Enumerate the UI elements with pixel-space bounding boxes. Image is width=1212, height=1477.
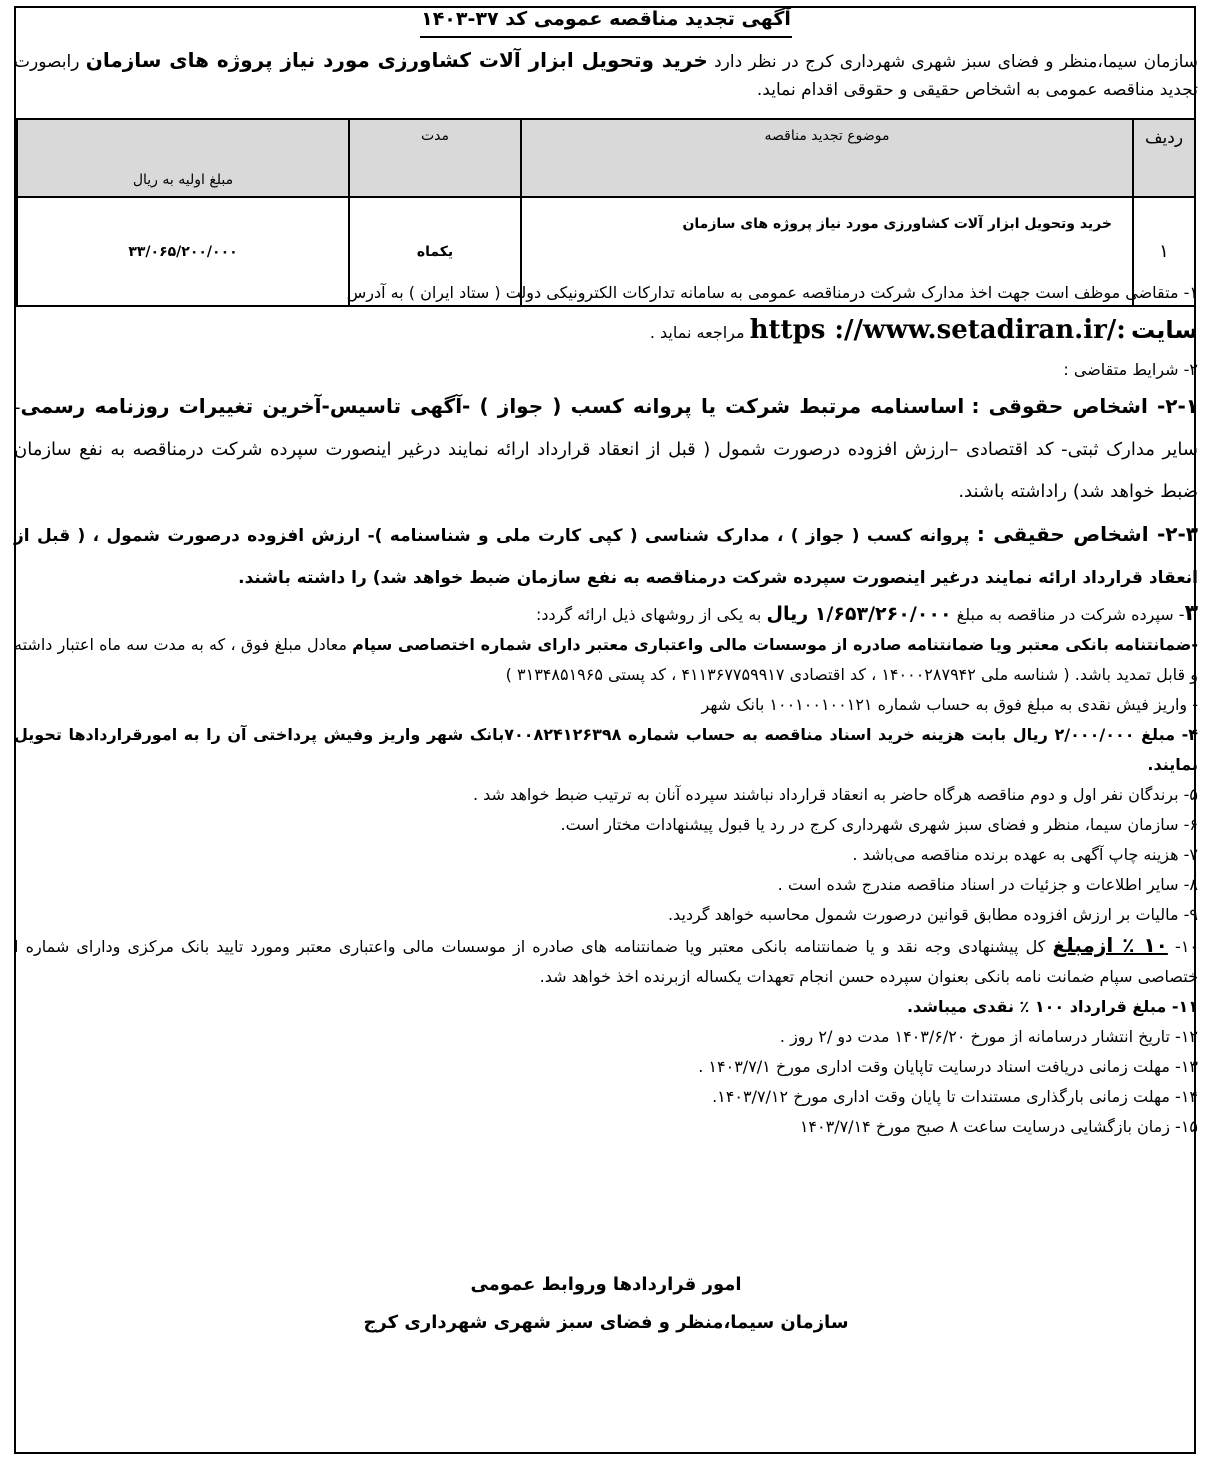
header-amount: مبلغ اولیه به ریال <box>17 119 349 197</box>
footer-organization: سازمان سیما،منظر و فضای سبز شهری شهرداری کرج <box>363 1312 849 1333</box>
item-2-1-label: ۲-۱- اشخاص حقوقی : <box>971 394 1198 418</box>
footer-department: امور قراردادها وروابط عمومی <box>470 1274 742 1295</box>
intro-pre: سازمان سیما،منظر و فضای سبز شهری شهرداری کرج در نظر دارد <box>714 52 1198 72</box>
title-underline <box>420 36 792 38</box>
item-3-cash: - واریز فیش نقدی به مبلغ فوق به حساب شماره ۱۰۰۱۰۰۱۰۰۱۲۱ بانک شهر <box>701 695 1198 714</box>
intro-post: رابصورت تجدید مناقصه عمومی به اشخاص حقیقی و حقوقی اقدام نماید. <box>14 52 1198 100</box>
item-3: ۳- سپرده شرکت در مناقصه به مبلغ ۱/۶۵۳/۲۶۰/۰۰۰ ریال به یکی از روشهای ذیل ارائه گردد: <box>535 601 1198 626</box>
item-2-1-bold: اساسنامه مرتبط شرکت یا پروانه کسب ( جواز ) -آگهی تاسیس-آخرین تغییرات روزنامه رسمی <box>20 394 965 418</box>
item-12: ۱۲- تاریخ انتشار درسامانه از مورخ ۱۴۰۳/۶/۲۰ مدت دو /۲ روز . <box>779 1027 1198 1046</box>
item-2-3 <box>14 513 1198 599</box>
deposit-amount: ۱/۶۵۳/۲۶۰/۰۰۰ ریال <box>766 603 952 625</box>
table-header-row <box>17 119 1195 197</box>
item-8: ۸- سایر اطلاعات و جزئیات در اسناد مناقصه مندرج شده است . <box>777 875 1198 894</box>
cell-amount: ۳۳/۰۶۵/۲۰۰/۰۰۰ <box>17 197 349 306</box>
header-duration: مدت <box>349 119 521 197</box>
header-subject: موضوع تجدید مناقصه <box>521 119 1133 197</box>
item-10: ۱۰- ۱۰ ٪ ازمبلغ کل پیشنهادی وجه نقد و یا ضمانتنامه بانکی معتبر ویا ضمانتنامه های صادره از موسسات مالی واعتباری معتبر ومورد تایید بانک مرکزی ودارای شماره ا ختصاصی سپام ضمانت نامه بانکی بعنوان سپرده حسن انجام تعهدات یکساله ازبرنده اخذ خواهد شد. <box>14 933 1198 986</box>
header-row-number: ردیف <box>1133 119 1195 197</box>
item-1-end: مراجعه نماید . <box>649 323 745 342</box>
notice-body <box>14 278 1198 1142</box>
item-7: ۷- هزینه چاپ آگهی به عهده برنده مناقصه می‌باشد . <box>852 845 1198 864</box>
item-13: ۱۳- مهلت زمانی دریافت اسناد درسایت تاپایان وقت اداری مورخ ۱۴۰۳/۷/۱ . <box>698 1057 1198 1076</box>
item-9: ۹- مالیات بر ارزش افزوده مطابق قوانین درصورت شمول محاسبه خواهد گردید. <box>667 905 1198 924</box>
intro-bold: خرید وتحویل ابزار آلات کشاورزی مورد نیاز پروژه های سازمان <box>85 48 708 72</box>
footer-signature <box>0 1266 1212 1342</box>
item-1-site <box>14 308 1198 355</box>
item-15: ۱۵- زمان بازگشایی درسایت ساعت ۸ صبح مورخ ۱۴۰۳/۷/۱۴ <box>799 1117 1198 1136</box>
site-label: سایت <box>1130 316 1198 344</box>
item-2-3-rest: پروانه کسب ( جواز ) ، مدارک شناسی ( کپی کارت ملی و شناسنامه )- ارزش افزوده درصورت شمول ، ( قبل از انعقاد قرارداد ارائه نمایند درغیر اینصورت سپرده شرکت درمناقصه به نفع سازمان ضبط خواهد شد) را داشته باشند. <box>14 526 1198 588</box>
notice-title: آگهی تجدید مناقصه عمومی کد ۳۷-۱۴۰۳ <box>421 8 791 30</box>
item-1: ۱- متقاضی موظف است جهت اخذ مدارک شرکت درمناقصه عمومی به سامانه تدارکات الکترونیکی دولت ( ستاد ایران ) به آدرس <box>346 283 1198 302</box>
item-11: ۱۱- مبلغ قرارداد ۱۰۰ ٪ نقدی میباشد. <box>906 997 1198 1016</box>
cell-duration: یکماه <box>349 197 521 306</box>
item-2-3-label: ۲-۳- اشخاص حقیقی : <box>976 522 1198 546</box>
item-5: ۵- برندگان نفر اول و دوم مناقصه هرگاه حاضر به انعقاد قرارداد نباشند سپرده آنان به ترتیب ضبط خواهد شد . <box>472 785 1198 804</box>
item-14: ۱۴- مهلت زمانی بارگذاری مستندات تا پایان وقت اداری مورخ ۱۴۰۳/۷/۱۲. <box>712 1087 1198 1106</box>
cell-row-number: ۱ <box>1133 197 1195 306</box>
item-6: ۶- سازمان سیما، منظر و فضای سبز شهری شهرداری کرج در رد یا قبول پیشنهادات مختار است. <box>560 815 1198 834</box>
item-4: ۴- مبلغ ۲/۰۰۰/۰۰۰ ریال بابت هزینه خرید اسناد مناقصه به حساب شماره ۷۰۰۸۲۴۱۲۶۳۹۸بانک شهر واریز وفیش پرداختی آن را به امورقراردادها تحویل نمایند. <box>14 725 1198 774</box>
item-3-guarantee: -ضمانتنامه بانکی معتبر ویا ضمانتنامه صادره از موسسات مالی واعتباری معتبر دارای شماره اختصاصی سپام معادل مبلغ فوق ، که به مدت سه ماه اعتبار داشته و قابل تمدید باشد. ( شناسه ملی ۱۴۰۰۰۲۸۷۹۴۲ ، کد اقتصادی ۴۱۱۳۶۷۷۵۹۹۱۷ ، کد پستی ۳۱۳۴۸۵۱۹۶۵ ) <box>14 635 1198 684</box>
item-2-1 <box>14 385 1198 513</box>
intro-paragraph <box>14 46 1198 104</box>
cell-subject: خرید وتحویل ابزار آلات کشاورزی مورد نیاز پروژه های سازمان <box>521 197 1133 306</box>
setadiran-url: https ://www.setadiran.ir/: <box>749 315 1126 345</box>
item-2: ۲- شرایط متقاضی : <box>1063 360 1198 379</box>
item-2-1-rest: - سایر مدارک ثبتی- کد اقتصادی –ارزش افزوده درصورت شمول ( قبل از انعقاد قرارداد ارائه نمایند درغیر اینصورت سپرده شرکت درمناقصه به نفع سازمان ضبط خواهد شد) راداشته باشند. <box>14 397 1198 502</box>
